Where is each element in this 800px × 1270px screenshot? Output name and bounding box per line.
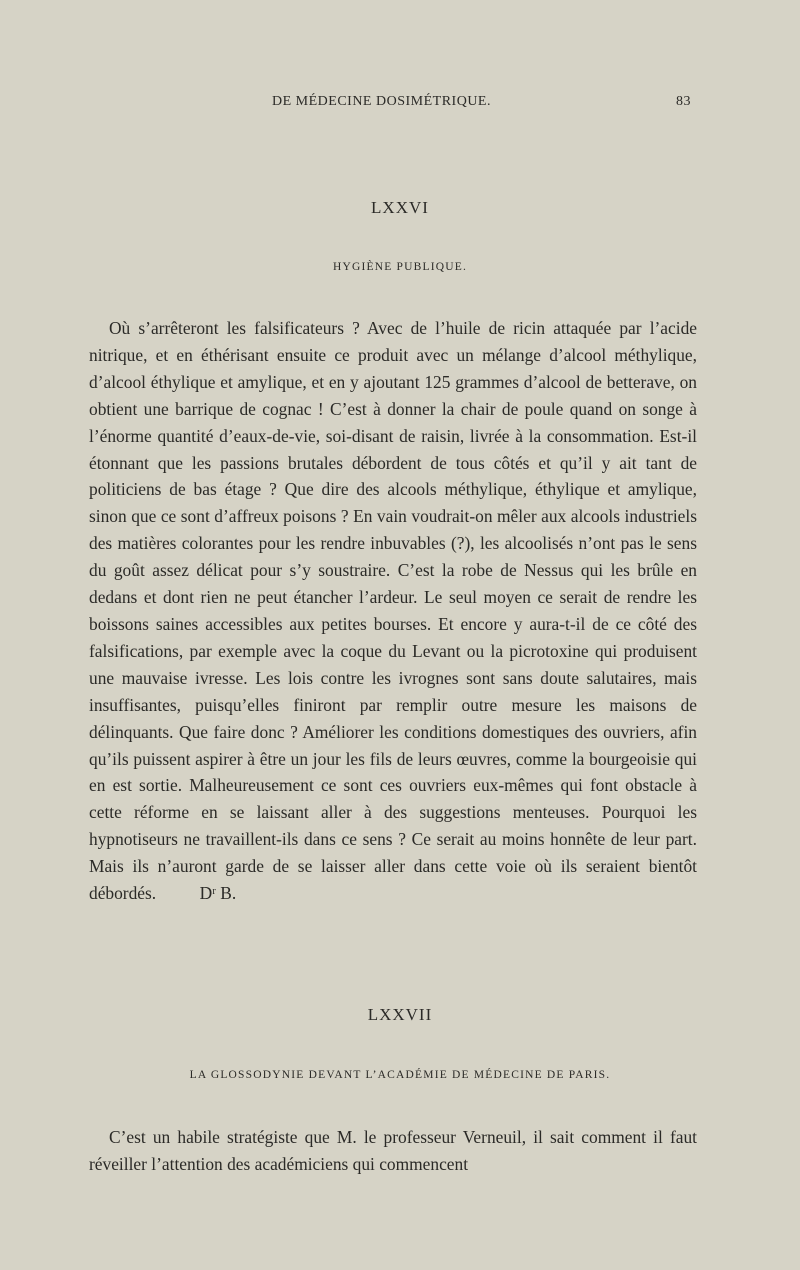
- page-number: 83: [676, 94, 691, 109]
- paragraph-text: C’est un habile stratégiste que M. le professeur Verneuil, il sait comment il faut réveiller l’attention des académiciens qui commencent: [89, 1127, 697, 1174]
- section-body-lxxvii: [89, 1124, 697, 1178]
- section-number-lxxvii: LXXVII: [367, 1005, 433, 1024]
- section-title-hygiene-publique: HYGIÈNE PUBLIQUE.: [332, 261, 468, 273]
- section-body-lxxvi: [89, 315, 697, 907]
- paragraph: [89, 1124, 697, 1178]
- paragraph: [89, 315, 697, 907]
- section-number-lxxvi: LXXVI: [371, 198, 429, 217]
- signature: Dʳ B.: [199, 883, 237, 904]
- running-title: DE MÉDECINE DOSIMÉTRIQUE.: [272, 94, 491, 109]
- section-title-glossodynie: LA GLOSSODYNIE DEVANT L’ACADÉMIE DE MÉDECINE DE PARIS.: [189, 1069, 611, 1081]
- paragraph-text: Où s’arrêteront les falsificateurs ? Avec de l’huile de ricin attaquée par l’acide nitrique, et en éthérisant ensuite ce produit avec un mélange d’alcool méthylique, d’alcool éthylique et amylique, et en y ajoutant 125 grammes d’alcool de betterave, on obtient une barrique de cognac ! C’est à donner la chair de poule quand on songe à l’énorme quantité d’eaux-de-vie, soi-disant de raisin, livrée à la consommation. Est-il étonnant que les passions brutales débordent de tous côtés et qu’il y ait tant de politiciens de bas étage ? Que dire des alcools méthylique, éthylique et amylique, sinon que ce sont d’affreux poisons ? En vain voudrait-on mêler aux alcools industriels des matières colorantes pour les rendre inbuvables (?), les alcoolisés n’ont pas le sens du goût assez délicat pour s’y soustraire. C’est la robe de Nessus qui les brûle en dedans et dont rien ne peut étancher l’ardeur. Le seul moyen ce serait de rendre les boissons saines accessibles aux petites bourses. Et encore y aura-t-il de ce côté des falsifications, par exemple avec la coque du Levant ou la picrotoxine qui produisent une mauvaise ivresse. Les lois contre les ivrognes sont sans doute salutaires, mais insuffisantes, puisqu’elles finiront par remplir outre mesure les maisons de délinquants. Que faire donc ? Améliorer les conditions domestiques des ouvriers, afin qu’ils puissent aspirer à être un jour les fils de leurs œuvres, comme la bourgeoisie qui en est sortie. Malheureusement ce sont ces ouvriers eux-mêmes qui font obstacle à cette réforme en se laissant aller à des suggestions menteuses. Pourquoi les hypnotiseurs ne travaillent-ils dans ce sens ? Ce serait au moins honnête de leur part. Mais ils n’auront garde de se laisser aller dans cette voie où ils seraient bientôt débordés.: [89, 318, 697, 904]
